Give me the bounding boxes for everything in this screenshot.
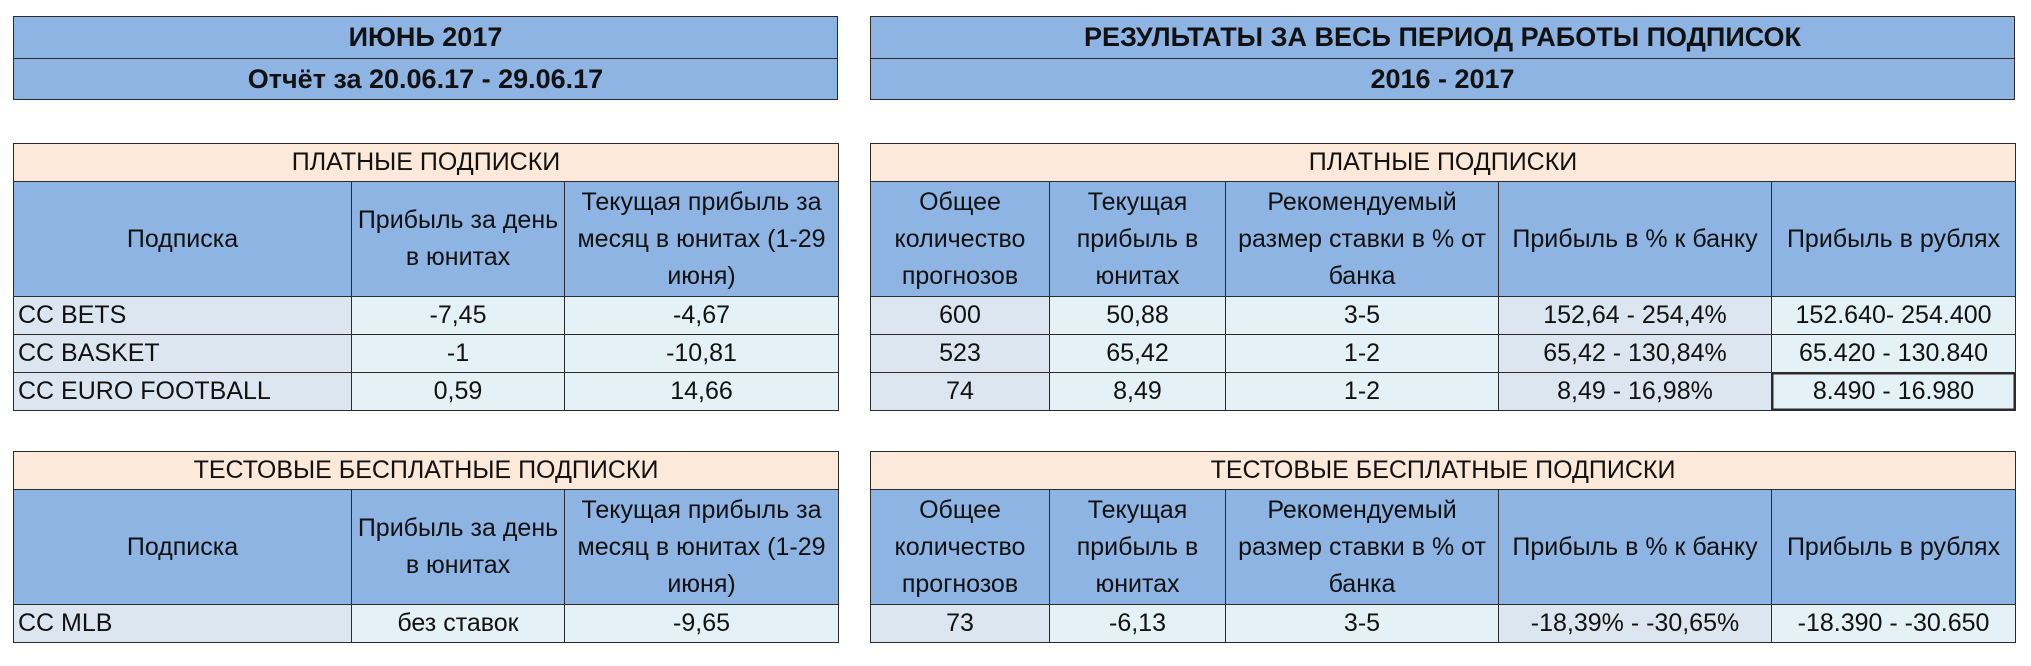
column-header: Рекомендуемый размер ставки в % от банка — [1226, 490, 1499, 605]
column-header: Прибыль в % к банку — [1499, 490, 1772, 605]
right-report-subtitle: 2016 - 2017 — [871, 59, 2015, 100]
column-header: Текущая прибыль в юнитах — [1050, 182, 1226, 297]
right-report-title: РЕЗУЛЬТАТЫ ЗА ВЕСЬ ПЕРИОД РАБОТЫ ПОДПИСОК — [871, 17, 2015, 59]
table-row — [14, 297, 839, 335]
paid-right-section-title: ПЛАТНЫЕ ПОДПИСКИ — [871, 144, 2016, 182]
day-profit: -7,45 — [352, 297, 565, 335]
subscription-name: CC MLB — [14, 605, 352, 643]
day-profit: -1 — [352, 335, 565, 373]
free-right-table — [870, 451, 2016, 643]
column-header: Подписка — [14, 490, 352, 605]
profit-rubles: 65.420 - 130.840 — [1772, 335, 2016, 373]
day-profit: без ставок — [352, 605, 565, 643]
subscription-name: CC BETS — [14, 297, 352, 335]
column-header: Общее количество прогнозов — [871, 490, 1050, 605]
column-header: Текущая прибыль за месяц в юнитах (1-29 июня) — [565, 182, 839, 297]
column-header: Прибыль в рублях — [1772, 182, 2016, 297]
column-header: Подписка — [14, 182, 352, 297]
total-forecasts: 523 — [871, 335, 1050, 373]
profit-percent: 152,64 - 254,4% — [1499, 297, 1772, 335]
right-report-header — [870, 16, 2015, 100]
total-forecasts: 73 — [871, 605, 1050, 643]
subscription-name: CC EURO FOOTBALL — [14, 373, 352, 411]
free-right-section-title: ТЕСТОВЫЕ БЕСПЛАТНЫЕ ПОДПИСКИ — [871, 452, 2016, 490]
profit-percent: 8,49 - 16,98% — [1499, 373, 1772, 411]
table-row — [871, 373, 2016, 411]
month-profit: 14,66 — [565, 373, 839, 411]
profit-rubles: -18.390 - -30.650 — [1772, 605, 2016, 643]
free-left-section-title: ТЕСТОВЫЕ БЕСПЛАТНЫЕ ПОДПИСКИ — [14, 452, 839, 490]
current-profit-units: 65,42 — [1050, 335, 1226, 373]
table-row — [871, 335, 2016, 373]
left-report-title: ИЮНЬ 2017 — [14, 17, 838, 59]
column-header: Общее количество прогнозов — [871, 182, 1050, 297]
table-row — [14, 373, 839, 411]
paid-left-section-title: ПЛАТНЫЕ ПОДПИСКИ — [14, 144, 839, 182]
recommended-stake: 3-5 — [1226, 605, 1499, 643]
paid-left-table — [13, 143, 839, 411]
recommended-stake: 1-2 — [1226, 373, 1499, 411]
month-profit: -9,65 — [565, 605, 839, 643]
free-left-table — [13, 451, 839, 643]
column-header: Рекомендуемый размер ставки в % от банка — [1226, 182, 1499, 297]
left-report-header — [13, 16, 838, 100]
left-report-subtitle: Отчёт за 20.06.17 - 29.06.17 — [14, 59, 838, 100]
subscription-name: CC BASKET — [14, 335, 352, 373]
column-header: Текущая прибыль в юнитах — [1050, 490, 1226, 605]
profit-percent: -18,39% - -30,65% — [1499, 605, 1772, 643]
column-header: Прибыль в % к банку — [1499, 182, 1772, 297]
table-row — [14, 335, 839, 373]
recommended-stake: 3-5 — [1226, 297, 1499, 335]
current-profit-units: 50,88 — [1050, 297, 1226, 335]
column-header: Прибыль за день в юнитах — [352, 490, 565, 605]
profit-rubles[interactable]: 8.490 - 16.980 — [1772, 373, 2016, 411]
month-profit: -10,81 — [565, 335, 839, 373]
total-forecasts: 74 — [871, 373, 1050, 411]
current-profit-units: 8,49 — [1050, 373, 1226, 411]
profit-rubles: 152.640- 254.400 — [1772, 297, 2016, 335]
table-row — [871, 605, 2016, 643]
month-profit: -4,67 — [565, 297, 839, 335]
day-profit: 0,59 — [352, 373, 565, 411]
table-row — [871, 297, 2016, 335]
column-header: Прибыль в рублях — [1772, 490, 2016, 605]
column-header: Прибыль за день в юнитах — [352, 182, 565, 297]
recommended-stake: 1-2 — [1226, 335, 1499, 373]
paid-right-table — [870, 143, 2016, 411]
table-row — [14, 605, 839, 643]
total-forecasts: 600 — [871, 297, 1050, 335]
profit-percent: 65,42 - 130,84% — [1499, 335, 1772, 373]
current-profit-units: -6,13 — [1050, 605, 1226, 643]
column-header: Текущая прибыль за месяц в юнитах (1-29 июня) — [565, 490, 839, 605]
